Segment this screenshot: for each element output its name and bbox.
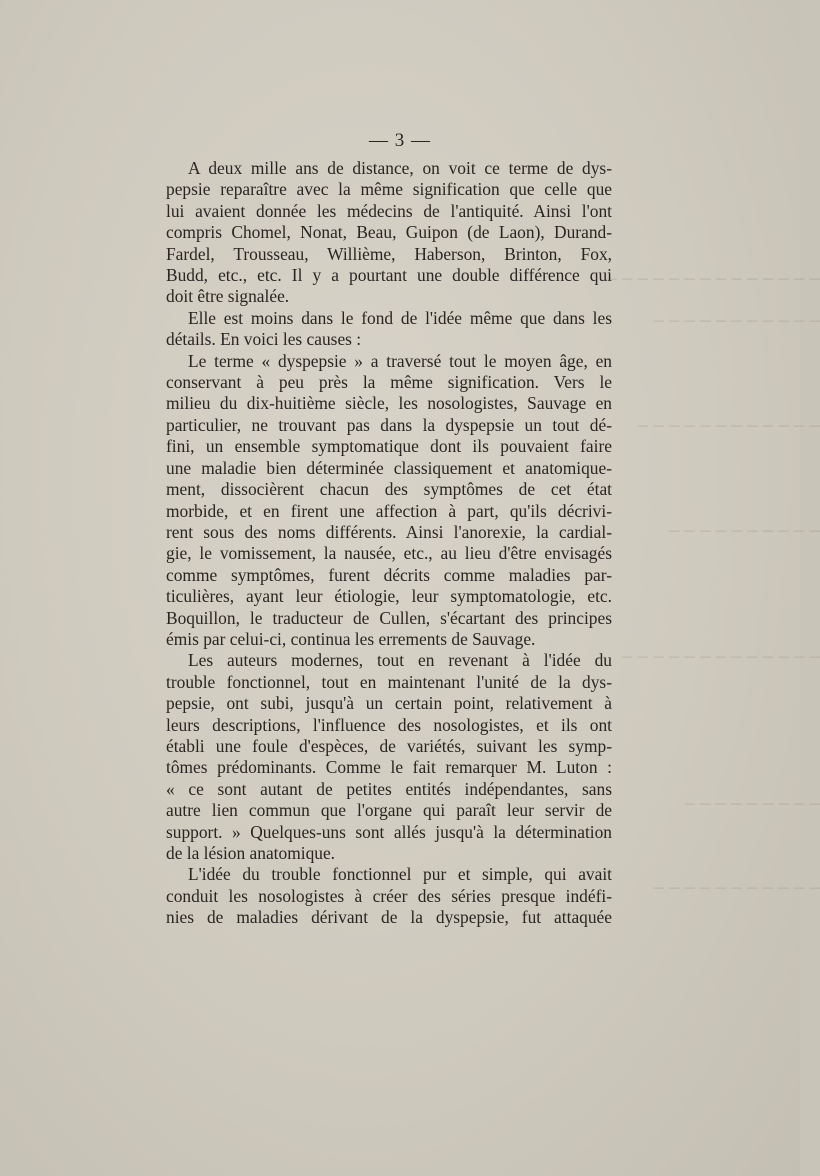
text-line: comme symptômes, furent décrits comme maladies par- [166,564,612,585]
text-line: leurs descriptions, l'influence des nosologistes, et ils ont [166,714,612,735]
text-line: conduit les nosologistes à créer des séries presque indéfi- [166,885,612,906]
text-line: A deux mille ans de distance, on voit ce terme de dys- [188,158,612,178]
text-line: morbide, et en firent une affection à part, qu'ils décrivi- [166,500,612,521]
text-line: support. » Quelques-uns sont allés jusqu'à la détermination [166,821,612,842]
text-line: tômes prédominants. Comme le fait remarquer M. Luton : [166,757,612,778]
text-line: pepsie reparaître avec la même signification que celle que [166,179,612,200]
text-line: émis par celui-ci, continua les errements de Sauvage. [166,628,536,649]
text-line: ment, dissocièrent chacun des symptômes de cet état [166,479,612,500]
text-line: « ce sont autant de petites entités indépendantes, sans [166,778,612,799]
paragraph [166,650,612,864]
text-line: rent sous des noms différents. Ainsi l'anorexie, la cardial- [166,521,612,542]
paragraph [166,864,612,928]
paragraph [166,158,612,308]
body-text [166,158,612,929]
page-number: — 3 — [369,130,431,151]
text-line: milieu du dix-huitième siècle, les nosologistes, Sauvage en [166,393,612,414]
paragraph [166,308,612,351]
text-line: une maladie bien déterminée classiquement et anatomique- [166,457,612,478]
text-line: Elle est moins dans le fond de l'idée même que dans les [188,307,612,328]
text-line: compris Chomel, Nonat, Beau, Guipon (de Laon), Durand- [166,222,612,243]
text-line: Les auteurs modernes, tout en revenant à l'idée du [188,650,612,671]
text-line: conservant à peu près la même signification. Vers le [166,372,612,393]
text-line: Budd, etc., etc. Il y a pourtant une double différence qui [166,265,612,286]
text-line: pepsie, ont subi, jusqu'à un certain point, relativement à [166,693,612,714]
text-line: doit être signalée. [166,286,290,307]
text-line: fini, un ensemble symptomatique dont ils pouvaient faire [166,436,612,457]
show-through-texture: ─ ─ ─ ─ ─ ─ ─ ─ ─ ─ ─ ─ ─ ─ ─ ─ ─ ─ ─ ─ ─ ─ ─ ─ ─ ─ ─ ─ ─ ─ ─ ─ ─ ─ ─ ─ ─ ─ ─ ─ ─ ─ ─ ─ ─ ─ ─ ─ ─ ─ ─ ─ ─ ─ ─ ─ ─ ─ ─ ─ ─ ─ ─ ─ ─ ─ ─ ─ ─ ─ ─ ─ ─ ─ ─ ─ ─ ─ ─ ─ [606,270,820,899]
text-line: trouble fonctionnel, tout en maintenant l'unité de la dys- [166,671,612,692]
text-line: lui avaient donnée les médecins de l'antiquité. Ainsi l'ont [166,200,612,221]
text-line: ticulières, ayant leur étiologie, leur symptomatologie, etc. [166,586,612,607]
text-line: nies de maladies dérivant de la dyspepsie, fut attaquée [166,907,612,928]
text-line: Fardel, Trousseau, Willième, Haberson, Brinton, Fox, [166,243,612,264]
text-line: Le terme « dyspepsie » a traversé tout le moyen âge, en [188,350,612,371]
text-line: L'idée du trouble fonctionnel pur et simple, qui avait [188,864,612,885]
text-line: gie, le vomissement, la nausée, etc., au lieu d'être envisagés [166,543,612,564]
text-line: Boquillon, le traducteur de Cullen, s'écartant des principes [166,607,612,628]
paragraph [166,351,612,651]
text-line: particulier, ne trouvant pas dans la dyspepsie un tout dé- [166,414,612,435]
text-line: établi une foule d'espèces, de variétés, suivant les symp- [166,735,612,756]
text-line: autre lien commun que l'organe qui paraît leur servir de [166,800,612,821]
text-line: de la lésion anatomique. [166,843,336,863]
text-line: détails. En voici les causes : [166,329,362,350]
